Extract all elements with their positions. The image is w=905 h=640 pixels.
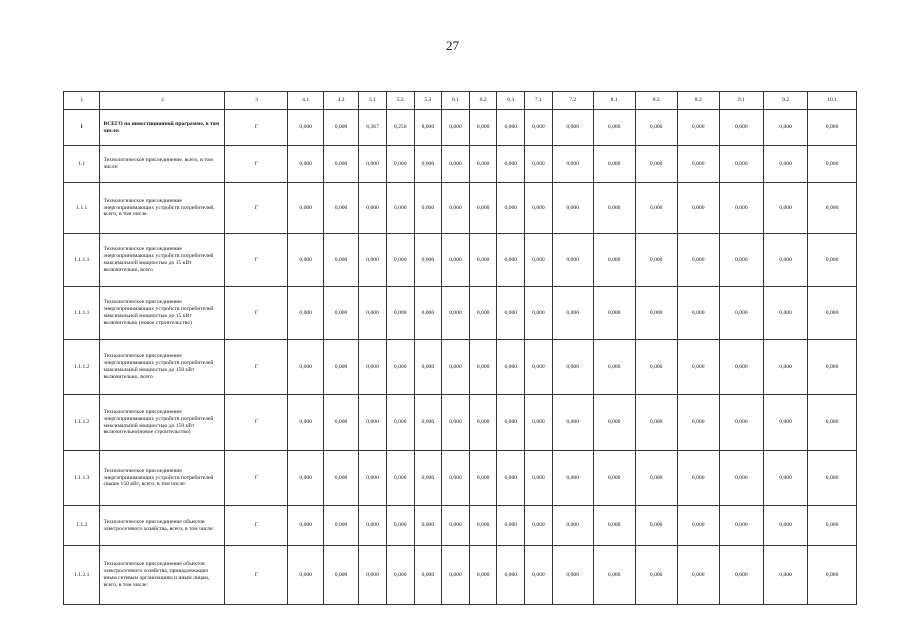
value-cell: 0,000 [552,110,593,146]
row-code: I [64,110,100,146]
header-cell: 9.2 [763,92,807,110]
value-cell: 0,000 [359,234,387,287]
row-name: Технологическое присоединение энергопринимающих устройств потребителей максимальной мощностью до 15 кВт включительно (новое строительство) [100,287,225,340]
value-cell: 0,000 [552,451,593,506]
value-cell: 0,000 [763,146,807,183]
value-cell: 0,000 [469,234,497,287]
value-cell: 0,000 [442,234,470,287]
value-cell: 0,000 [497,183,525,234]
value-cell: 0,000 [442,546,470,605]
row-name: Технологическое присоединение энергопринимающих устройств потребителей максимальной мощностью до 15 кВт включительно, всего [100,234,225,287]
value-cell: 0,000 [808,395,857,451]
header-row [64,92,857,110]
value-cell: 0,000 [525,546,553,605]
value-cell: 0,000 [677,146,719,183]
value-cell: 0,000 [414,234,442,287]
value-cell: 0,000 [525,451,553,506]
header-cell: 6.3 [497,92,525,110]
value-cell: 0,000 [497,146,525,183]
row-unit: Г [225,451,288,506]
value-cell: 0,000 [593,340,635,395]
value-cell: 0,000 [469,340,497,395]
value-cell: 0,000 [677,110,719,146]
value-cell: 0,000 [677,506,719,546]
value-cell: 0,000 [323,146,358,183]
value-cell: 0,000 [677,183,719,234]
value-cell: 0,000 [719,340,763,395]
value-cell: 0,000 [288,395,323,451]
table-body [64,92,857,605]
value-cell: 0,000 [763,451,807,506]
value-cell: 0,000 [442,395,470,451]
value-cell: 0,000 [677,451,719,506]
value-cell: 0,000 [386,451,414,506]
header-cell: 8.1 [593,92,635,110]
value-cell: 0,000 [323,183,358,234]
value-cell: 0,000 [808,340,857,395]
row-unit: Г [225,340,288,395]
value-cell: 0,000 [469,183,497,234]
value-cell: 0,000 [593,395,635,451]
value-cell: 0,000 [288,451,323,506]
value-cell: 0,000 [288,287,323,340]
value-cell: 0,000 [469,506,497,546]
value-cell: 0,000 [677,234,719,287]
value-cell: 0,000 [593,287,635,340]
value-cell: 0,000 [469,287,497,340]
header-cell: 6.2 [469,92,497,110]
value-cell: 0,000 [677,395,719,451]
value-cell: 0,000 [442,287,470,340]
row-unit: Г [225,395,288,451]
value-cell: 0,000 [635,340,677,395]
page-number: 27 [446,38,459,53]
value-cell: 0,000 [525,340,553,395]
value-cell: 0,000 [386,340,414,395]
value-cell: 0,000 [763,183,807,234]
header-cell: 2 [100,92,225,110]
value-cell: 0,000 [552,395,593,451]
row-name: Технологическое присоединение объектов электросетевого хозяйства, принадлежащих иным сетевым организациям и иным лицам, всего, в том числе: [100,546,225,605]
value-cell: 0,000 [635,287,677,340]
value-cell: 0,000 [525,234,553,287]
table-row [64,546,857,605]
value-cell: 0,000 [719,110,763,146]
row-unit: Г [225,287,288,340]
value-cell: 0,000 [442,183,470,234]
value-cell: 0,000 [497,340,525,395]
value-cell: 0,000 [525,395,553,451]
table-row [64,183,857,234]
row-name: Технологическое присоединение объектов электросетевого хозяйства, всего, в том числе: [100,506,225,546]
value-cell: 0,000 [386,183,414,234]
value-cell: 0,000 [288,546,323,605]
value-cell: 0,000 [593,146,635,183]
table-row [64,395,857,451]
row-name: Технологическое присоединение энергопринимающих устройств потребителей свыше 150 кВт, всего, в том числе: [100,451,225,506]
value-cell: 0,000 [635,451,677,506]
value-cell: 0,000 [359,287,387,340]
value-cell: 0,000 [635,546,677,605]
value-cell: 0,000 [808,287,857,340]
value-cell: 0,000 [552,506,593,546]
value-cell: 0,000 [359,395,387,451]
value-cell: 0,000 [763,340,807,395]
value-cell: 0,000 [719,395,763,451]
value-cell: 0,000 [442,506,470,546]
table-row [64,234,857,287]
value-cell: 0,000 [469,546,497,605]
value-cell: 0,000 [323,234,358,287]
value-cell: 6,367 [359,110,387,146]
value-cell: 0,000 [552,546,593,605]
value-cell: 0,000 [763,395,807,451]
header-cell: 7.2 [552,92,593,110]
value-cell: 0,000 [593,546,635,605]
header-cell: 3 [225,92,288,110]
value-cell: 0,000 [323,110,358,146]
value-cell: 0,000 [808,183,857,234]
value-cell: 0,000 [288,146,323,183]
row-name: ВСЕГО по инвестиционной программе, в том числе: [100,110,225,146]
value-cell: 0,000 [808,451,857,506]
header-cell: 5.3 [414,92,442,110]
value-cell: 0,000 [552,340,593,395]
value-cell: 0,000 [288,506,323,546]
value-cell: 0,000 [323,451,358,506]
table-row [64,451,857,506]
row-unit: Г [225,506,288,546]
value-cell: 0,000 [719,183,763,234]
value-cell: 0,000 [442,451,470,506]
value-cell: 0,000 [593,110,635,146]
row-unit: Г [225,183,288,234]
row-code: 1.1.1.1 [64,234,100,287]
value-cell: 0,000 [808,546,857,605]
row-name: Технологическое присоединение энергопринимающих устройств потребителей, всего, в том числе: [100,183,225,234]
header-cell: 8.3 [677,92,719,110]
value-cell: 0,000 [497,395,525,451]
header-cell: 5.2 [386,92,414,110]
value-cell: 0,000 [593,183,635,234]
table-row [64,506,857,546]
row-code: 1.1.1.2 [64,340,100,395]
value-cell: 0,000 [525,506,553,546]
value-cell: 0,000 [469,146,497,183]
value-cell: 0,000 [719,506,763,546]
value-cell: 0,000 [635,183,677,234]
value-cell: 0,000 [635,395,677,451]
value-cell: 0,000 [552,146,593,183]
row-name: Технологическое присоединение, всего, в том числе: [100,146,225,183]
value-cell: 0,000 [635,146,677,183]
value-cell: 0,000 [525,183,553,234]
row-code: 1.1.2.1 [64,546,100,605]
value-cell: 0,000 [323,546,358,605]
value-cell: 0,000 [288,234,323,287]
value-cell: 0,000 [359,546,387,605]
row-unit: Г [225,546,288,605]
value-cell: 0,000 [469,395,497,451]
value-cell: 0,000 [386,234,414,287]
value-cell: 0,000 [525,110,553,146]
value-cell: 0,000 [552,287,593,340]
value-cell: 0,000 [808,234,857,287]
header-cell: 8.2 [635,92,677,110]
value-cell: 0,000 [359,340,387,395]
value-cell: 0,000 [635,506,677,546]
value-cell: 0,000 [497,287,525,340]
value-cell: 0,000 [497,506,525,546]
value-cell: 0,000 [525,146,553,183]
header-cell: 4.2 [323,92,358,110]
value-cell: 0,000 [359,183,387,234]
header-cell: 7.1 [525,92,553,110]
value-cell: 0,000 [414,183,442,234]
value-cell: 0,000 [763,506,807,546]
row-unit: Г [225,234,288,287]
header-cell: 10.1 [808,92,857,110]
value-cell: 0,000 [469,110,497,146]
value-cell: 0,000 [497,451,525,506]
row-code: 1.1.1.3 [64,451,100,506]
value-cell: 0,000 [719,546,763,605]
value-cell: 0,000 [552,234,593,287]
table-row [64,146,857,183]
value-cell: 0,000 [497,234,525,287]
header-cell: 9.1 [719,92,763,110]
row-code: 1.1.1.1 [64,287,100,340]
value-cell: 0,000 [677,546,719,605]
value-cell: 0,000 [525,287,553,340]
header-cell: 5.1 [359,92,387,110]
value-cell: 0,000 [414,506,442,546]
header-cell: 4.1 [288,92,323,110]
row-code: 1.1.2 [64,506,100,546]
value-cell: 0,000 [288,183,323,234]
value-cell: 0,000 [414,146,442,183]
value-cell: 0,000 [635,234,677,287]
row-name: Технологическое присоединение энергопринимающих устройств потребителей максимальной мощностью до 150 кВт включительно(новое строительство) [100,395,225,451]
value-cell: 0,000 [763,546,807,605]
value-cell: 0,000 [719,234,763,287]
value-cell: 0,000 [386,146,414,183]
value-cell: 0,000 [677,340,719,395]
value-cell: 0,000 [414,395,442,451]
value-cell: 0,000 [414,451,442,506]
value-cell: 0,000 [323,506,358,546]
value-cell: 0,000 [469,451,497,506]
row-code: 1.1.1 [64,183,100,234]
row-code: 1.1 [64,146,100,183]
table-row [64,110,857,146]
value-cell: 0,000 [386,506,414,546]
value-cell: 0,000 [386,287,414,340]
value-cell: 0,000 [593,451,635,506]
value-cell: 0,000 [593,506,635,546]
value-cell: 0,000 [635,110,677,146]
value-cell: 0,000 [593,234,635,287]
header-cell: 1 [64,92,100,110]
value-cell: 0,000 [323,340,358,395]
value-cell: 0,000 [763,110,807,146]
value-cell: 0,000 [763,234,807,287]
value-cell: 0,000 [808,146,857,183]
value-cell: 0,000 [719,451,763,506]
value-cell: 0,000 [552,183,593,234]
value-cell: 0,000 [386,546,414,605]
value-cell: 0,000 [808,110,857,146]
value-cell: 0,000 [442,340,470,395]
value-cell: 0,000 [323,287,358,340]
value-cell: 8,000 [414,110,442,146]
value-cell: 0,000 [414,340,442,395]
value-cell: 0,000 [442,146,470,183]
table-row [64,287,857,340]
value-cell: 0,000 [414,546,442,605]
value-cell: 0,000 [414,287,442,340]
value-cell: 0,000 [386,395,414,451]
row-code: 1.1.1.2 [64,395,100,451]
value-cell: 0,000 [497,110,525,146]
value-cell: 0,000 [719,146,763,183]
value-cell: 0,000 [359,146,387,183]
investment-program-table [63,91,857,605]
value-cell: 0,000 [288,110,323,146]
value-cell: 0,000 [359,451,387,506]
row-name: Технологическое присоединение энергопринимающих устройств потребителей максимальной мощностью до 150 кВт включительно, всего [100,340,225,395]
value-cell: 0,000 [719,287,763,340]
value-cell: 0,250 [386,110,414,146]
value-cell: 0,000 [442,110,470,146]
value-cell: 0,000 [323,395,358,451]
row-unit: Г [225,146,288,183]
row-unit: Г [225,110,288,146]
value-cell: 0,000 [763,287,807,340]
table-row [64,340,857,395]
header-cell: 6.1 [442,92,470,110]
value-cell: 0,000 [497,546,525,605]
value-cell: 0,000 [808,506,857,546]
value-cell: 0,000 [288,340,323,395]
value-cell: 0,000 [677,287,719,340]
value-cell: 0,000 [359,506,387,546]
